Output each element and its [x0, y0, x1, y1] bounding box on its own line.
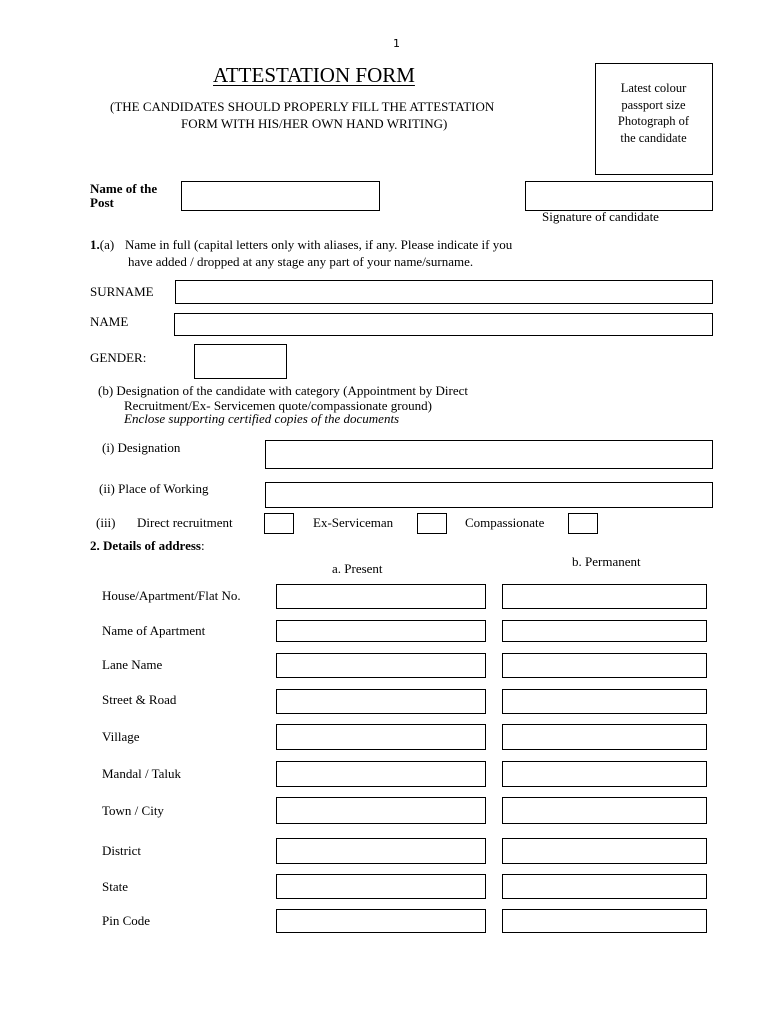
- photo-box-caption: [595, 80, 712, 146]
- present-house-field[interactable]: [276, 584, 486, 609]
- name-field[interactable]: [174, 313, 713, 336]
- permanent-town-field[interactable]: [502, 797, 707, 824]
- page-number: 1: [393, 37, 400, 50]
- subtitle-line-2: FORM WITH HIS/HER OWN HAND WRITING): [181, 116, 448, 131]
- permanent-village-field[interactable]: [502, 724, 707, 750]
- section-1b-line-2: Recruitment/Ex- Servicemen quote/compassionate ground): [124, 398, 432, 413]
- post-name-field[interactable]: [181, 181, 380, 211]
- compassionate-checkbox[interactable]: [568, 513, 598, 534]
- permanent-apartment-field[interactable]: [502, 620, 707, 642]
- address-row-label-pincode: Pin Code: [102, 913, 151, 928]
- permanent-column-label: b. Permanent: [572, 554, 641, 569]
- designation-label: (i) Designation: [102, 440, 181, 455]
- address-row-label-village: Village: [102, 729, 140, 744]
- ex-serviceman-checkbox[interactable]: [417, 513, 447, 534]
- direct-recruitment-checkbox[interactable]: [264, 513, 294, 534]
- section-1b-line-1: (b) Designation of the candidate with category (Appointment by Direct: [98, 383, 469, 398]
- permanent-lane-field[interactable]: [502, 653, 707, 678]
- photo-caption-line-2: passport size: [621, 97, 686, 112]
- section-2-heading: 2. Details of address: [90, 538, 201, 553]
- address-row-label-district: District: [102, 843, 141, 858]
- present-village-field[interactable]: [276, 724, 486, 750]
- present-column-label: a. Present: [332, 561, 383, 576]
- signature-field[interactable]: [525, 181, 713, 211]
- address-row-label-lane: Lane Name: [102, 657, 163, 672]
- direct-recruitment-label: Direct recruitment: [137, 515, 233, 530]
- present-mandal-field[interactable]: [276, 761, 486, 787]
- present-lane-field[interactable]: [276, 653, 486, 678]
- address-row-label-state: State: [102, 879, 128, 894]
- permanent-state-field[interactable]: [502, 874, 707, 899]
- photo-caption-line-4: the candidate: [620, 130, 687, 145]
- address-row-label-mandal: Mandal / Taluk: [102, 766, 182, 781]
- page-title: ATTESTATION FORM: [213, 63, 415, 87]
- gender-field[interactable]: [194, 344, 287, 379]
- post-label-line-1: Name of the: [90, 181, 158, 196]
- permanent-mandal-field[interactable]: [502, 761, 707, 787]
- address-row-label-apartment: Name of Apartment: [102, 623, 206, 638]
- subtitle-line-1: (THE CANDIDATES SHOULD PROPERLY FILL THE ATTESTATION: [110, 99, 495, 114]
- section-1-number: 1.: [90, 237, 100, 252]
- surname-label: SURNAME: [90, 284, 154, 299]
- address-row-label-house: House/Apartment/Flat No.: [102, 588, 241, 603]
- post-label-line-2: Post: [90, 195, 114, 210]
- place-of-working-label: (ii) Place of Working: [99, 481, 209, 496]
- designation-field[interactable]: [265, 440, 713, 469]
- ex-serviceman-label: Ex-Serviceman: [313, 515, 394, 530]
- present-street-field[interactable]: [276, 689, 486, 714]
- section-1a-line-1: Name in full (capital letters only with aliases, if any. Please indicate if you: [125, 237, 513, 252]
- present-state-field[interactable]: [276, 874, 486, 899]
- permanent-house-field[interactable]: [502, 584, 707, 609]
- photo-caption-line-1: Latest colour: [620, 81, 687, 95]
- permanent-street-field[interactable]: [502, 689, 707, 714]
- section-1a-line-2: have added / dropped at any stage any part of your name/surname.: [128, 254, 474, 269]
- surname-field[interactable]: [175, 280, 713, 304]
- permanent-pincode-field[interactable]: [502, 909, 707, 933]
- gender-label: GENDER:: [90, 350, 147, 365]
- section-1a-prefix: (a): [99, 237, 115, 252]
- address-row-label-street: Street & Road: [102, 692, 177, 707]
- name-label: NAME: [90, 314, 129, 329]
- present-pincode-field[interactable]: [276, 909, 486, 933]
- category-iii-label: (iii): [96, 515, 116, 530]
- signature-label: Signature of candidate: [542, 209, 659, 224]
- permanent-district-field[interactable]: [502, 838, 707, 864]
- address-row-label-town: Town / City: [102, 803, 164, 818]
- compassionate-label: Compassionate: [465, 515, 545, 530]
- present-town-field[interactable]: [276, 797, 486, 824]
- section-2-colon: :: [200, 538, 205, 553]
- place-of-working-field[interactable]: [265, 482, 713, 508]
- present-apartment-field[interactable]: [276, 620, 486, 642]
- present-district-field[interactable]: [276, 838, 486, 864]
- section-1b-note: Enclose supporting certified copies of the documents: [124, 411, 400, 426]
- photo-caption-line-3: Photograph of: [617, 114, 690, 128]
